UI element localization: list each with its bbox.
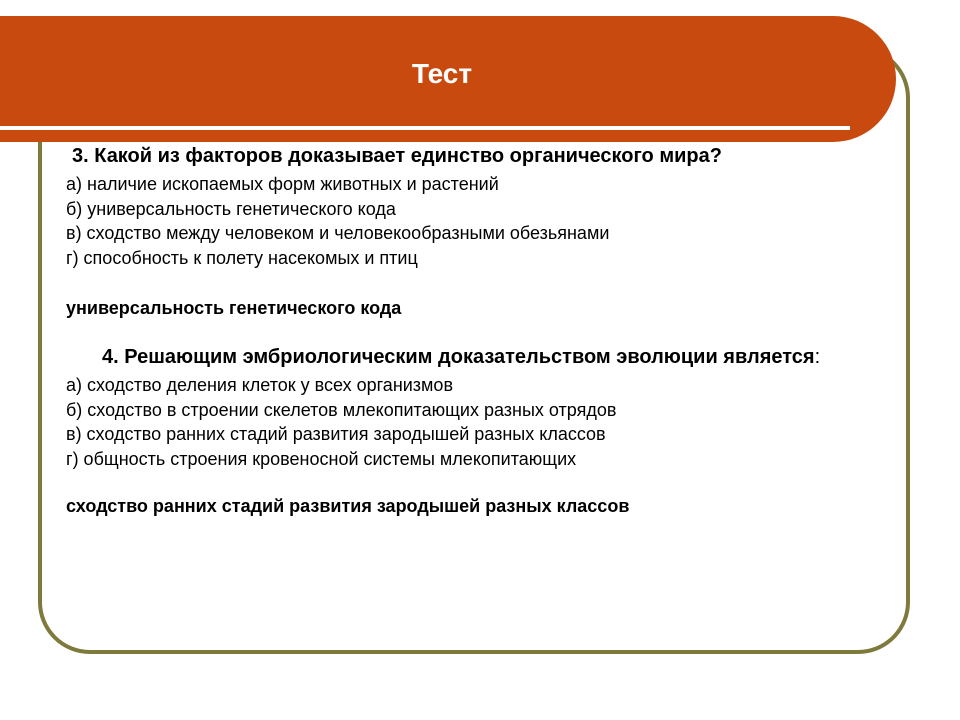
question-4-answer: сходство ранних стадий развития зародышей разных классов <box>66 496 630 516</box>
slide-title: Тест <box>411 58 473 89</box>
question-4-option-b: б) сходство в строении скелетов млекопитающих разных отрядов <box>66 399 617 420</box>
question-3-option-d: г) способность к полету насекомых и птиц <box>66 247 418 268</box>
question-3-text: 3. Какой из факторов доказывает единство органического мира? <box>72 145 722 167</box>
question-4-heading <box>66 345 866 369</box>
question-4-option-a: а) сходство деления клеток у всех организмов <box>66 375 454 395</box>
question-3-option-a: а) наличие ископаемых форм животных и растений <box>66 174 499 194</box>
question-3-option-b: б) универсальность генетического кода <box>66 198 396 219</box>
question-4-option-c: в) сходство ранних стадий развития зародышей разных классов <box>66 424 606 444</box>
question-4-text: 4. Решающим эмбриологическим доказательством эволюции является <box>102 346 815 368</box>
header-divider <box>0 126 850 130</box>
question-3-option-c: в) сходство между человеком и человекообразными обезьянами <box>66 223 610 243</box>
question-4-colon: : <box>814 346 821 368</box>
slide-content <box>66 144 866 517</box>
question-4-option-d: г) общность строения кровеносной системы млекопитающих <box>66 448 577 469</box>
question-3-answer: универсальность генетического кода <box>66 298 402 318</box>
